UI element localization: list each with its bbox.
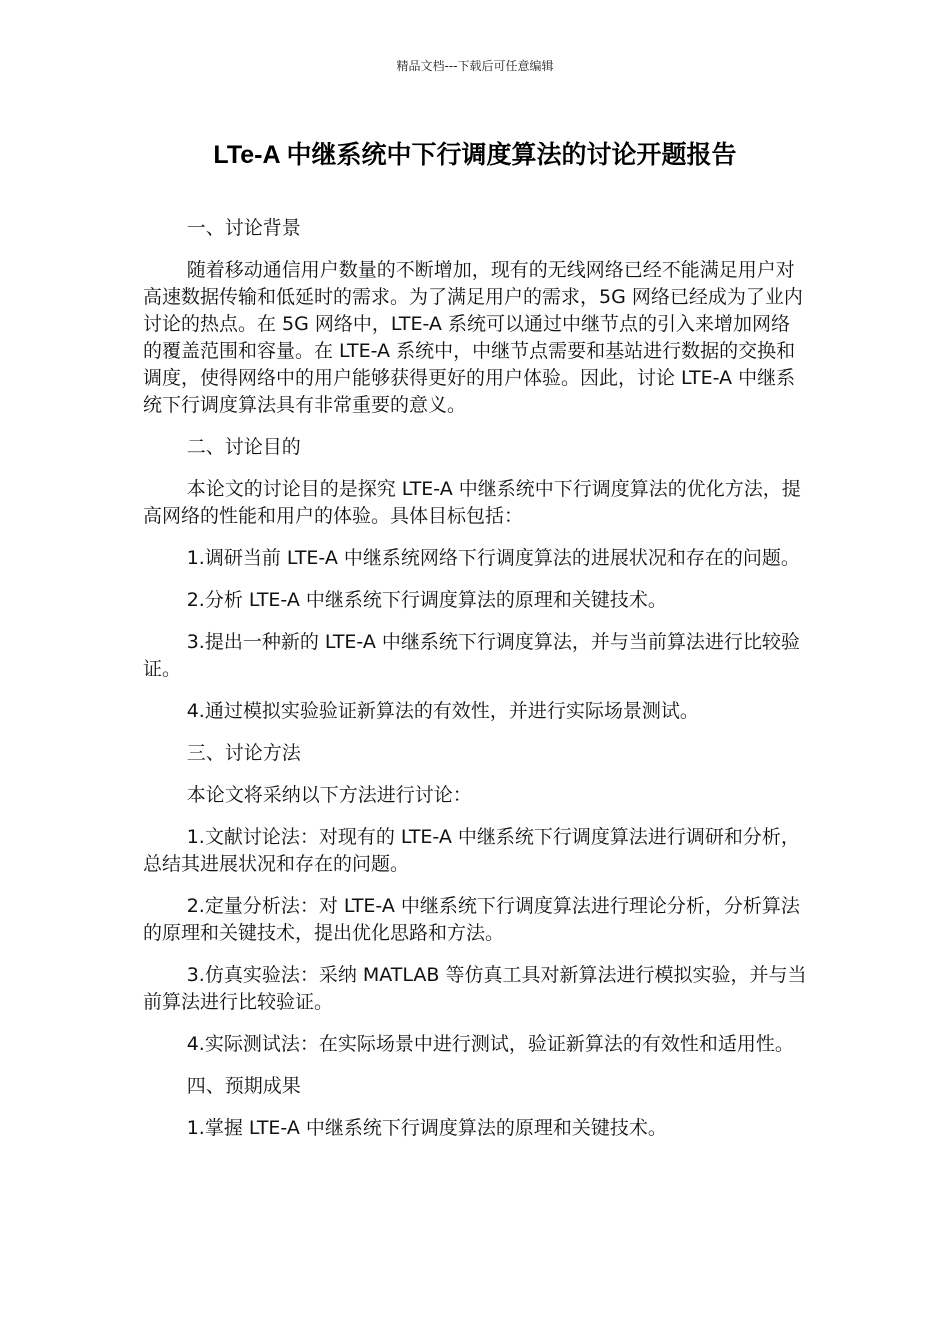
purpose-item: 3.提出一种新的 LTE-A 中继系统下行调度算法，并与当前算法进行比较验证。 <box>143 631 800 680</box>
purpose-intro: 本论文的讨论目的是探究 LTE-A 中继系统中下行调度算法的优化方法，提高网络的性能和用户的体验。具体目标包括： <box>143 478 801 527</box>
method-item: 3.仿真实验法：采纳 MATLAB 等仿真工具对新算法进行模拟实验，并与当前算法进行比较验证。 <box>143 964 807 1013</box>
method-intro: 本论文将采纳以下方法进行讨论： <box>186 784 472 806</box>
results-item: 1.掌握 LTE-A 中继系统下行调度算法的原理和关键技术。 <box>186 1117 667 1139</box>
section-heading-purpose: 二、讨论目的 <box>186 436 301 458</box>
purpose-item: 4.通过模拟实验验证新算法的有效性，并进行实际场景测试。 <box>186 700 699 722</box>
section-heading-method: 三、讨论方法 <box>186 742 301 764</box>
document-title: LTe-A 中继系统中下行调度算法的讨论开题报告 <box>213 141 737 169</box>
purpose-item: 1.调研当前 LTE-A 中继系统网络下行调度算法的进展状况和存在的问题。 <box>186 547 800 569</box>
method-item: 2.定量分析法：对 LTE-A 中继系统下行调度算法进行理论分析，分析算法的原理和关键技术，提出优化思路和方法。 <box>143 895 800 944</box>
section-heading-background: 一、讨论背景 <box>186 217 301 239</box>
section-heading-results: 四、预期成果 <box>186 1075 301 1097</box>
document-body <box>143 215 808 1157</box>
method-item: 1.文献讨论法：对现有的 LTE-A 中继系统下行调度算法进行调研和分析，总结其进展状况和存在的问题。 <box>143 826 800 875</box>
purpose-item: 2.分析 LTE-A 中继系统下行调度算法的原理和关键技术。 <box>186 589 667 611</box>
method-item: 4.实际测试法：在实际场景中进行测试，验证新算法的有效性和适用性。 <box>186 1033 794 1055</box>
background-paragraph: 随着移动通信用户数量的不断增加，现有的无线网络已经不能满足用户对高速数据传输和低延时的需求。为了满足用户的需求，5G 网络已经成为了业内讨论的热点。在 5G 网络中，LTE-A 系统可以通过中继节点的引入来增加网络的覆盖范围和容量。在 LTE-A 系统中，中继节点需要和基站进行数据的交换和调度，使得网络中的用户能够获得更好的用户体验。因此，讨论 LTE-A 中继系统下行调度算法具有非常重要的意义。 <box>143 259 803 416</box>
page-header: 精品文档---下载后可任意编辑 <box>396 59 554 73</box>
